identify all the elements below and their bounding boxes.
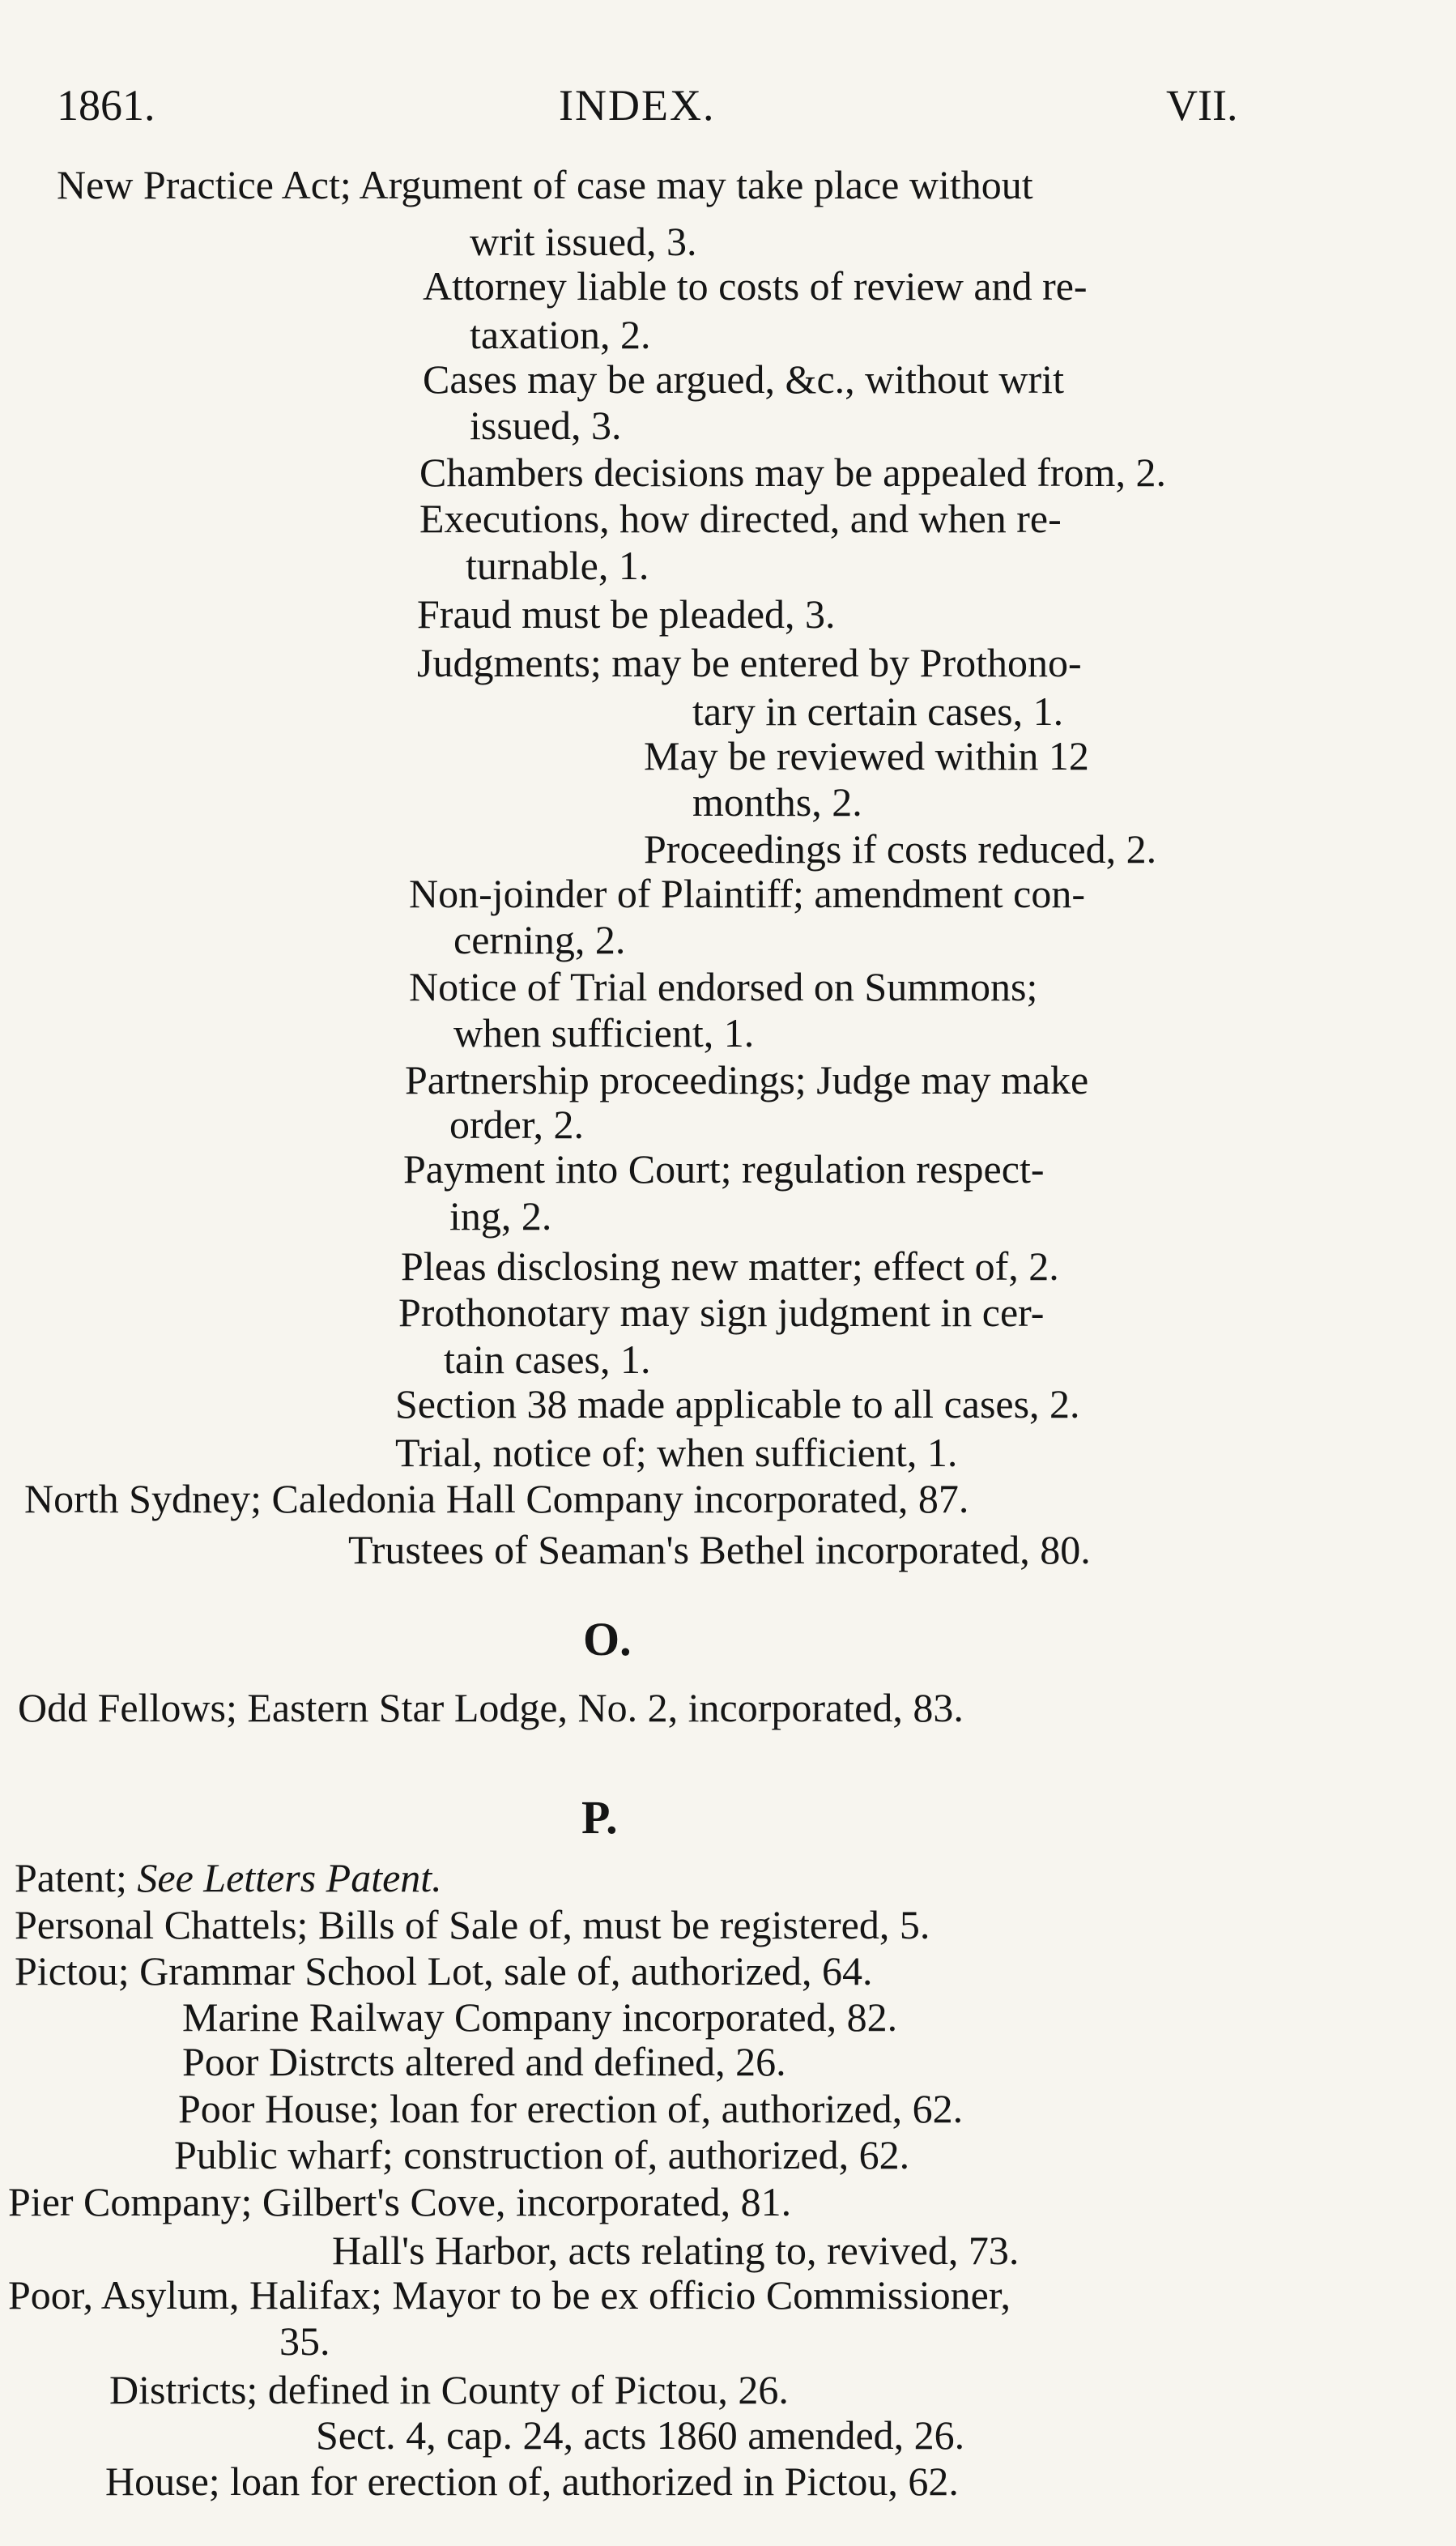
index-entry: Judgments; may be entered by Prothono-	[417, 640, 1082, 685]
index-entry: Cases may be argued, &c., without writ	[423, 356, 1064, 402]
index-entry: May be reviewed within 12	[644, 733, 1089, 778]
index-entry	[15, 1855, 442, 1900]
index-entry: when sufficient, 1.	[453, 1010, 755, 1056]
index-entry: writ issued, 3.	[470, 219, 697, 264]
header-page-number: VII.	[1166, 81, 1238, 130]
index-entry: Prothonotary may sign judgment in cer-	[398, 1290, 1045, 1335]
index-entry: Partnership proceedings; Judge may make	[405, 1057, 1089, 1102]
index-entry: Fraud must be pleaded, 3.	[417, 591, 836, 637]
index-entry: Public wharf; construction of, authorized, 62.	[174, 2132, 910, 2177]
index-entry: Pictou; Grammar School Lot, sale of, authorized, 64.	[15, 1948, 873, 1994]
index-entry: Districts; defined in County of Pictou, 26.	[109, 2367, 789, 2412]
index-entry: Section 38 made applicable to all cases, 2.	[395, 1381, 1080, 1427]
index-entry: Pier Company; Gilbert's Cove, incorporated, 81.	[8, 2179, 792, 2224]
index-entry: Notice of Trial endorsed on Summons;	[409, 964, 1038, 1009]
index-entry: tain cases, 1.	[444, 1337, 651, 1382]
index-entry: order, 2.	[449, 1102, 584, 1147]
index-entry: Executions, how directed, and when re-	[419, 496, 1062, 541]
index-entry: cerning, 2.	[453, 917, 626, 962]
header-year: 1861.	[57, 81, 155, 130]
index-entry: Trustees of Seaman's Bethel incorporated, 80.	[348, 1527, 1091, 1572]
index-entry: months, 2.	[692, 779, 862, 825]
index-entry: issued, 3.	[470, 403, 622, 448]
section-heading-p: P.	[581, 1791, 618, 1844]
index-entry: New Practice Act; Argument of case may take place without	[57, 162, 1033, 207]
index-entry: Personal Chattels; Bills of Sale of, must be registered, 5.	[15, 1902, 930, 1947]
index-entry: House; loan for erection of, authorized in Pictou, 62.	[105, 2459, 959, 2504]
index-entry: North Sydney; Caledonia Hall Company incorporated, 87.	[24, 1476, 969, 1521]
index-entry: Poor, Asylum, Halifax; Mayor to be ex officio Commissioner,	[8, 2272, 1011, 2318]
index-entry: ing, 2.	[449, 1193, 552, 1239]
index-entry: Proceedings if costs reduced, 2.	[644, 826, 1157, 872]
index-entry: Poor House; loan for erection of, authorized, 62.	[178, 2086, 964, 2131]
index-entry: Sect. 4, cap. 24, acts 1860 amended, 26.	[316, 2412, 965, 2458]
index-entry: Poor Distrcts altered and defined, 26.	[182, 2039, 786, 2084]
index-entry: Non-joinder of Plaintiff; amendment con-	[409, 871, 1085, 916]
index-entry: taxation, 2.	[470, 312, 651, 357]
index-entry: Trial, notice of; when sufficient, 1.	[395, 1430, 958, 1475]
patent-prefix: Patent;	[15, 1855, 127, 1900]
patent-cross-reference: See Letters Patent.	[137, 1855, 442, 1900]
index-entry: tary in certain cases, 1.	[692, 689, 1064, 734]
index-entry: Payment into Court; regulation respect-	[403, 1146, 1045, 1192]
index-entry: Hall's Harbor, acts relating to, revived, 73.	[332, 2228, 1020, 2273]
index-entry: Odd Fellows; Eastern Star Lodge, No. 2, incorporated, 83.	[18, 1685, 964, 1730]
index-entry: Chambers decisions may be appealed from, 2.	[419, 450, 1166, 495]
index-entry: Attorney liable to costs of review and re-	[423, 263, 1088, 309]
index-entry: Pleas disclosing new matter; effect of, 2.	[401, 1243, 1059, 1289]
header-title: INDEX.	[559, 81, 716, 130]
index-entry: Marine Railway Company incorporated, 82.	[182, 1994, 898, 2040]
index-entry: 35.	[279, 2318, 330, 2364]
section-heading-o: O.	[583, 1613, 632, 1665]
index-entry: turnable, 1.	[466, 543, 649, 588]
